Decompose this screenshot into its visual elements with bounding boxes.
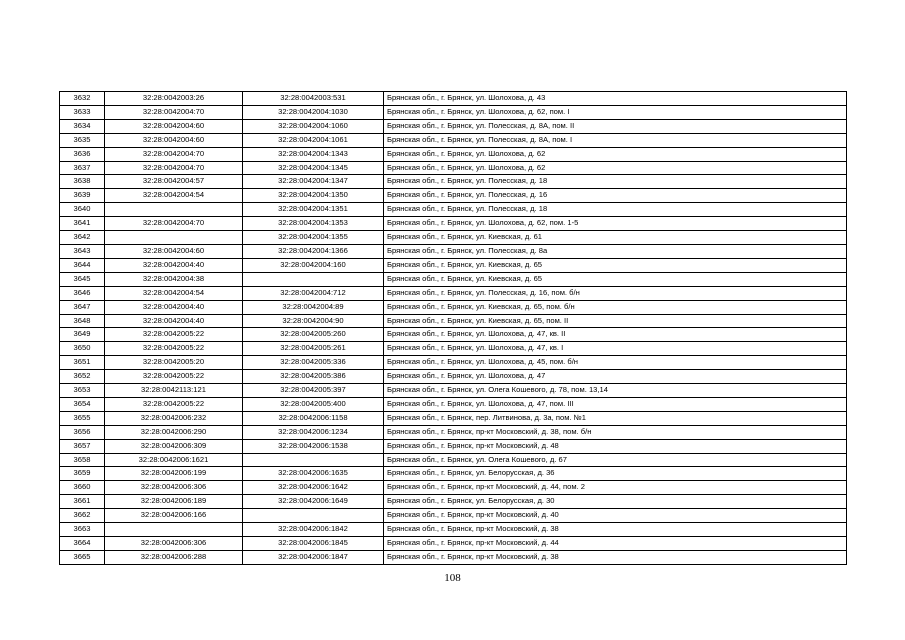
row-number-cell: 3651 bbox=[60, 356, 105, 370]
table-row bbox=[60, 356, 847, 370]
cadastral-number-cell: 32:28:0042006:1842 bbox=[243, 523, 384, 537]
parent-cadastral-cell: 32:28:0042005:20 bbox=[105, 356, 243, 370]
cadastral-number-cell bbox=[243, 509, 384, 523]
row-number-cell: 3633 bbox=[60, 105, 105, 119]
table-row bbox=[60, 411, 847, 425]
parent-cadastral-cell: 32:28:0042006:232 bbox=[105, 411, 243, 425]
address-cell: Брянская обл., г. Брянск, ул. Киевская, д. 65 bbox=[384, 258, 847, 272]
address-cell: Брянская обл., г. Брянск, ул. Шолохова, д. 47 bbox=[384, 370, 847, 384]
table-row bbox=[60, 300, 847, 314]
table-row bbox=[60, 231, 847, 245]
cadastral-number-cell: 32:28:0042004:89 bbox=[243, 300, 384, 314]
address-cell: Брянская обл., г. Брянск, ул. Шолохова, д. 62 bbox=[384, 147, 847, 161]
table-row bbox=[60, 133, 847, 147]
address-cell: Брянская обл., г. Брянск, пр-кт Московский, д. 38 bbox=[384, 550, 847, 564]
table-row bbox=[60, 119, 847, 133]
row-number-cell: 3638 bbox=[60, 175, 105, 189]
table-row bbox=[60, 439, 847, 453]
cadastral-number-cell: 32:28:0042004:1343 bbox=[243, 147, 384, 161]
row-number-cell: 3648 bbox=[60, 314, 105, 328]
table-row bbox=[60, 397, 847, 411]
parent-cadastral-cell: 32:28:0042004:54 bbox=[105, 189, 243, 203]
address-cell: Брянская обл., г. Брянск, пр-кт Московский, д. 38, пом. б/н bbox=[384, 425, 847, 439]
cadastral-number-cell: 32:28:0042006:1158 bbox=[243, 411, 384, 425]
table-row bbox=[60, 272, 847, 286]
row-number-cell: 3653 bbox=[60, 384, 105, 398]
row-number-cell: 3634 bbox=[60, 119, 105, 133]
table-row bbox=[60, 258, 847, 272]
cadastral-number-cell: 32:28:0042005:336 bbox=[243, 356, 384, 370]
cadastral-number-cell: 32:28:0042004:1030 bbox=[243, 105, 384, 119]
table-row bbox=[60, 175, 847, 189]
address-cell: Брянская обл., г. Брянск, ул. Белорусская, д. 36 bbox=[384, 467, 847, 481]
address-cell: Брянская обл., г. Брянск, ул. Шолохова, д. 45, пом. б/н bbox=[384, 356, 847, 370]
table-row bbox=[60, 453, 847, 467]
parent-cadastral-cell: 32:28:0042004:70 bbox=[105, 105, 243, 119]
address-cell: Брянская обл., г. Брянск, ул. Полесская, д. 16, пом. б/н bbox=[384, 286, 847, 300]
parent-cadastral-cell: 32:28:0042004:40 bbox=[105, 258, 243, 272]
row-number-cell: 3641 bbox=[60, 217, 105, 231]
address-cell: Брянская обл., г. Брянск, ул. Олега Кошевого, д. 67 bbox=[384, 453, 847, 467]
cadastral-number-cell: 32:28:0042005:386 bbox=[243, 370, 384, 384]
row-number-cell: 3659 bbox=[60, 467, 105, 481]
cadastral-number-cell: 32:28:0042005:397 bbox=[243, 384, 384, 398]
table-row bbox=[60, 370, 847, 384]
cadastral-number-cell: 32:28:0042006:1845 bbox=[243, 537, 384, 551]
cadastral-number-cell: 32:28:0042006:1635 bbox=[243, 467, 384, 481]
address-cell: Брянская обл., г. Брянск, ул. Киевская, д. 65 bbox=[384, 272, 847, 286]
cadastral-number-cell: 32:28:0042004:1366 bbox=[243, 244, 384, 258]
table-row bbox=[60, 467, 847, 481]
address-cell: Брянская обл., г. Брянск, ул. Шолохова, д. 47, кв. II bbox=[384, 328, 847, 342]
cadastral-number-cell: 32:28:0042005:261 bbox=[243, 342, 384, 356]
row-number-cell: 3649 bbox=[60, 328, 105, 342]
table-row bbox=[60, 314, 847, 328]
cadastral-number-cell: 32:28:0042005:400 bbox=[243, 397, 384, 411]
address-cell: Брянская обл., г. Брянск, пр-кт Московский, д. 44, пом. 2 bbox=[384, 481, 847, 495]
cadastral-number-cell: 32:28:0042004:1355 bbox=[243, 231, 384, 245]
row-number-cell: 3644 bbox=[60, 258, 105, 272]
parent-cadastral-cell: 32:28:0042006:1621 bbox=[105, 453, 243, 467]
address-cell: Брянская обл., г. Брянск, ул. Киевская, д. 65, пом. II bbox=[384, 314, 847, 328]
address-cell: Брянская обл., г. Брянск, ул. Шолохова, д. 62, пом. I bbox=[384, 105, 847, 119]
parent-cadastral-cell: 32:28:0042004:57 bbox=[105, 175, 243, 189]
table-row bbox=[60, 384, 847, 398]
parent-cadastral-cell: 32:28:0042004:40 bbox=[105, 300, 243, 314]
row-number-cell: 3636 bbox=[60, 147, 105, 161]
table-row bbox=[60, 244, 847, 258]
table-row bbox=[60, 328, 847, 342]
cadastral-number-cell: 32:28:0042003:531 bbox=[243, 92, 384, 106]
row-number-cell: 3643 bbox=[60, 244, 105, 258]
cadastral-number-cell: 32:28:0042004:1351 bbox=[243, 203, 384, 217]
row-number-cell: 3635 bbox=[60, 133, 105, 147]
table-row bbox=[60, 550, 847, 564]
page-number: 108 bbox=[444, 572, 461, 584]
cadastral-number-cell: 32:28:0042004:1353 bbox=[243, 217, 384, 231]
table-row bbox=[60, 92, 847, 106]
table-row bbox=[60, 217, 847, 231]
row-number-cell: 3664 bbox=[60, 537, 105, 551]
table-row bbox=[60, 286, 847, 300]
parent-cadastral-cell bbox=[105, 231, 243, 245]
parent-cadastral-cell: 32:28:0042004:70 bbox=[105, 217, 243, 231]
row-number-cell: 3657 bbox=[60, 439, 105, 453]
row-number-cell: 3660 bbox=[60, 481, 105, 495]
address-cell: Брянская обл., г. Брянск, ул. Полесская, д. 8А, пом. II bbox=[384, 119, 847, 133]
parent-cadastral-cell: 32:28:0042004:70 bbox=[105, 161, 243, 175]
address-cell: Брянская обл., г. Брянск, пр-кт Московский, д. 38 bbox=[384, 523, 847, 537]
parent-cadastral-cell: 32:28:0042006:306 bbox=[105, 481, 243, 495]
table-row bbox=[60, 203, 847, 217]
cadastral-number-cell: 32:28:0042004:1350 bbox=[243, 189, 384, 203]
row-number-cell: 3637 bbox=[60, 161, 105, 175]
cadastral-number-cell bbox=[243, 272, 384, 286]
address-cell: Брянская обл., г. Брянск, ул. Белорусская, д. 30 bbox=[384, 495, 847, 509]
registry-table bbox=[59, 91, 847, 565]
cadastral-number-cell: 32:28:0042006:1234 bbox=[243, 425, 384, 439]
row-number-cell: 3650 bbox=[60, 342, 105, 356]
address-cell: Брянская обл., г. Брянск, ул. Полесская, д. 18 bbox=[384, 175, 847, 189]
row-number-cell: 3640 bbox=[60, 203, 105, 217]
row-number-cell: 3646 bbox=[60, 286, 105, 300]
parent-cadastral-cell: 32:28:0042006:199 bbox=[105, 467, 243, 481]
address-cell: Брянская обл., г. Брянск, ул. Полесская, д. 16 bbox=[384, 189, 847, 203]
cadastral-number-cell: 32:28:0042006:1847 bbox=[243, 550, 384, 564]
parent-cadastral-cell: 32:28:0042004:60 bbox=[105, 133, 243, 147]
address-cell: Брянская обл., г. Брянск, пер. Литвинова, д. 3а, пом. №1 bbox=[384, 411, 847, 425]
parent-cadastral-cell: 32:28:0042005:22 bbox=[105, 397, 243, 411]
parent-cadastral-cell: 32:28:0042005:22 bbox=[105, 328, 243, 342]
address-cell: Брянская обл., г. Брянск, ул. Полесская, д. 8а bbox=[384, 244, 847, 258]
row-number-cell: 3645 bbox=[60, 272, 105, 286]
address-cell: Брянская обл., г. Брянск, ул. Олега Кошевого, д. 78, пом. 13,14 bbox=[384, 384, 847, 398]
registry-table-body bbox=[60, 92, 847, 565]
parent-cadastral-cell: 32:28:0042004:60 bbox=[105, 244, 243, 258]
cadastral-number-cell: 32:28:0042004:1060 bbox=[243, 119, 384, 133]
parent-cadastral-cell: 32:28:0042004:60 bbox=[105, 119, 243, 133]
row-number-cell: 3642 bbox=[60, 231, 105, 245]
row-number-cell: 3655 bbox=[60, 411, 105, 425]
row-number-cell: 3665 bbox=[60, 550, 105, 564]
parent-cadastral-cell: 32:28:0042006:290 bbox=[105, 425, 243, 439]
table-row bbox=[60, 342, 847, 356]
cadastral-number-cell: 32:28:0042006:1642 bbox=[243, 481, 384, 495]
address-cell: Брянская обл., г. Брянск, ул. Шолохова, д. 62 bbox=[384, 161, 847, 175]
table-row bbox=[60, 537, 847, 551]
row-number-cell: 3652 bbox=[60, 370, 105, 384]
parent-cadastral-cell: 32:28:0042005:22 bbox=[105, 342, 243, 356]
parent-cadastral-cell: 32:28:0042004:70 bbox=[105, 147, 243, 161]
row-number-cell: 3658 bbox=[60, 453, 105, 467]
parent-cadastral-cell: 32:28:0042006:189 bbox=[105, 495, 243, 509]
row-number-cell: 3639 bbox=[60, 189, 105, 203]
address-cell: Брянская обл., г. Брянск, ул. Шолохова, д. 47, кв. I bbox=[384, 342, 847, 356]
address-cell: Брянская обл., г. Брянск, пр-кт Московский, д. 44 bbox=[384, 537, 847, 551]
parent-cadastral-cell: 32:28:0042006:166 bbox=[105, 509, 243, 523]
parent-cadastral-cell: 32:28:0042006:309 bbox=[105, 439, 243, 453]
table-row bbox=[60, 509, 847, 523]
parent-cadastral-cell bbox=[105, 203, 243, 217]
table-row bbox=[60, 161, 847, 175]
table-row bbox=[60, 147, 847, 161]
row-number-cell: 3661 bbox=[60, 495, 105, 509]
table-row bbox=[60, 481, 847, 495]
parent-cadastral-cell: 32:28:0042006:288 bbox=[105, 550, 243, 564]
cadastral-number-cell: 32:28:0042004:1061 bbox=[243, 133, 384, 147]
row-number-cell: 3656 bbox=[60, 425, 105, 439]
table-row bbox=[60, 425, 847, 439]
address-cell: Брянская обл., г. Брянск, ул. Шолохова, д. 62, пом. 1-5 bbox=[384, 217, 847, 231]
table-row bbox=[60, 523, 847, 537]
cadastral-number-cell: 32:28:0042004:1345 bbox=[243, 161, 384, 175]
row-number-cell: 3632 bbox=[60, 92, 105, 106]
address-cell: Брянская обл., г. Брянск, ул. Полесская, д. 18 bbox=[384, 203, 847, 217]
parent-cadastral-cell: 32:28:0042003:26 bbox=[105, 92, 243, 106]
cadastral-number-cell: 32:28:0042004:1347 bbox=[243, 175, 384, 189]
cadastral-number-cell: 32:28:0042004:160 bbox=[243, 258, 384, 272]
parent-cadastral-cell: 32:28:0042004:54 bbox=[105, 286, 243, 300]
row-number-cell: 3663 bbox=[60, 523, 105, 537]
parent-cadastral-cell: 32:28:0042005:22 bbox=[105, 370, 243, 384]
row-number-cell: 3647 bbox=[60, 300, 105, 314]
cadastral-number-cell: 32:28:0042004:90 bbox=[243, 314, 384, 328]
address-cell: Брянская обл., г. Брянск, ул. Шолохова, д. 47, пом. III bbox=[384, 397, 847, 411]
cadastral-number-cell: 32:28:0042005:260 bbox=[243, 328, 384, 342]
parent-cadastral-cell: 32:28:0042004:40 bbox=[105, 314, 243, 328]
parent-cadastral-cell bbox=[105, 523, 243, 537]
address-cell: Брянская обл., г. Брянск, ул. Киевская, д. 61 bbox=[384, 231, 847, 245]
address-cell: Брянская обл., г. Брянск, ул. Киевская, д. 65, пом. б/н bbox=[384, 300, 847, 314]
row-number-cell: 3654 bbox=[60, 397, 105, 411]
parent-cadastral-cell: 32:28:0042113:121 bbox=[105, 384, 243, 398]
table-row bbox=[60, 495, 847, 509]
address-cell: Брянская обл., г. Брянск, пр-кт Московский, д. 48 bbox=[384, 439, 847, 453]
address-cell: Брянская обл., г. Брянск, пр-кт Московский, д. 40 bbox=[384, 509, 847, 523]
row-number-cell: 3662 bbox=[60, 509, 105, 523]
address-cell: Брянская обл., г. Брянск, ул. Полесская, д. 8А, пом. I bbox=[384, 133, 847, 147]
cadastral-number-cell bbox=[243, 453, 384, 467]
table-row bbox=[60, 189, 847, 203]
parent-cadastral-cell: 32:28:0042004:38 bbox=[105, 272, 243, 286]
cadastral-number-cell: 32:28:0042006:1538 bbox=[243, 439, 384, 453]
cadastral-number-cell: 32:28:0042004:712 bbox=[243, 286, 384, 300]
address-cell: Брянская обл., г. Брянск, ул. Шолохова, д. 43 bbox=[384, 92, 847, 106]
table-row bbox=[60, 105, 847, 119]
cadastral-number-cell: 32:28:0042006:1649 bbox=[243, 495, 384, 509]
parent-cadastral-cell: 32:28:0042006:306 bbox=[105, 537, 243, 551]
